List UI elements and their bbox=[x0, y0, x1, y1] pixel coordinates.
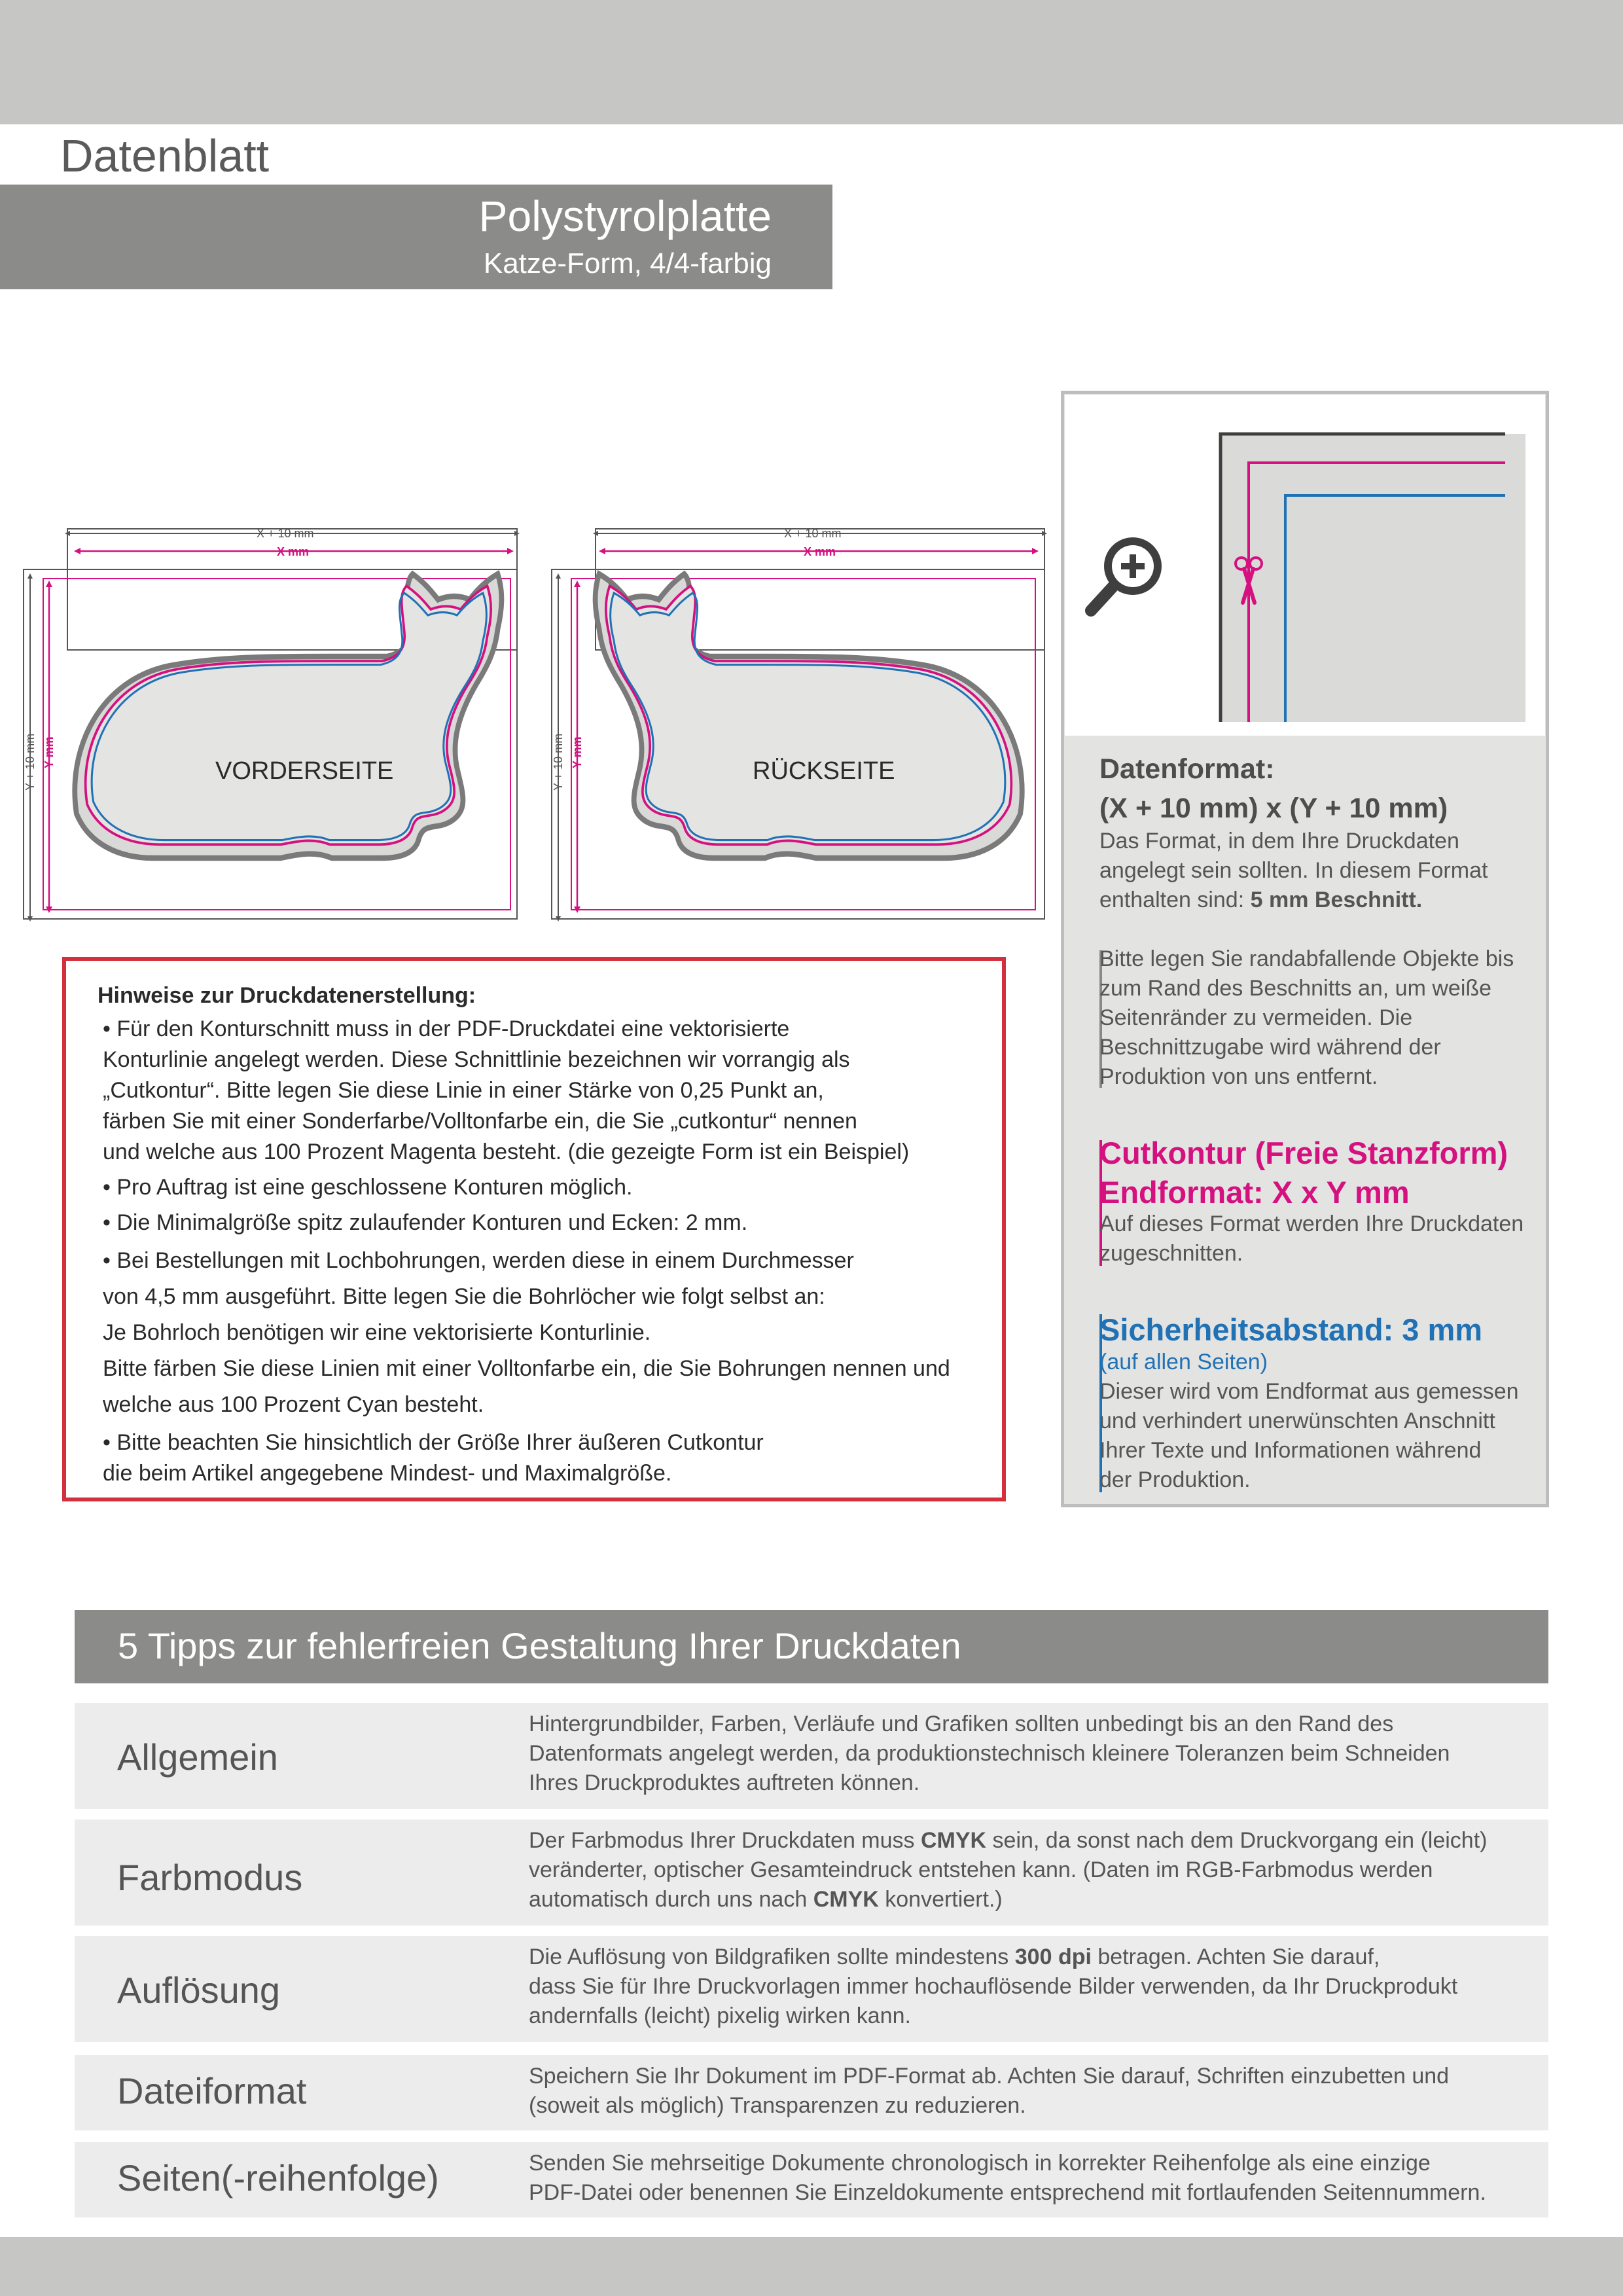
tip-text: sein, da sonst nach dem Druckvorgang ein (leicht) bbox=[986, 1828, 1488, 1853]
format-desc-text: enthalten sind: bbox=[1099, 888, 1251, 912]
top-band bbox=[0, 0, 1623, 124]
tip-line: Speichern Sie Ihr Dokument im PDF-Format ab. Achten Sie darauf, Schriften einzubetten und bbox=[529, 2064, 1450, 2089]
tip-description bbox=[529, 1826, 1537, 1914]
bleed-text bbox=[1099, 944, 1514, 1092]
magnifier-icon bbox=[1091, 537, 1162, 611]
tip-row-page-order bbox=[75, 2142, 1548, 2217]
tip-description bbox=[529, 2149, 1537, 2208]
back-dim-x-outer: X + 10 mm bbox=[784, 527, 842, 540]
format-desc-line: angelegt sein sollten. In diesem Format bbox=[1099, 858, 1488, 883]
hint-item-min-size: • Die Minimalgröße spitz zulaufender Konturen und Ecken: 2 mm. bbox=[103, 1210, 748, 1235]
hint-line: und welche aus 100 Prozent Magenta besteht. (die gezeigte Form ist ein Beispiel) bbox=[103, 1139, 910, 1164]
tip-line: dass Sie für Ihre Druckvorlagen immer hochauflösende Bilder verwenden, da Ihr Druckprodukt bbox=[529, 1974, 1458, 1999]
format-desc-bold: 5 mm Beschnitt. bbox=[1250, 888, 1423, 912]
tip-label: Dateiformat bbox=[117, 2070, 307, 2111]
hint-line: färben Sie mit einer Sonderfarbe/Volltonfarbe ein, die Sie „cutkontur“ nennen bbox=[103, 1109, 857, 1134]
tip-row-file-format bbox=[75, 2055, 1548, 2130]
tip-text: betragen. Achten Sie darauf, bbox=[1091, 1945, 1380, 1969]
tip-line bbox=[529, 1885, 1537, 1914]
cut-desc-line: Auf dieses Format werden Ihre Druckdaten bbox=[1099, 1211, 1524, 1236]
product-subtitle: Katze-Form, 4/4-farbig bbox=[483, 247, 772, 279]
format-desc-line bbox=[1099, 886, 1488, 915]
safety-title: Sicherheitsabstand: 3 mm bbox=[1099, 1312, 1483, 1347]
tip-text: Die Auflösung von Bildgrafiken sollte mindestens bbox=[529, 1945, 1015, 1969]
tip-line: Senden Sie mehrseitige Dokumente chronologisch in korrekter Reihenfolge als eine einzige bbox=[529, 2151, 1431, 2176]
tip-line bbox=[529, 1943, 1537, 1972]
tip-description bbox=[529, 2062, 1537, 2121]
back-dim-y-outer: Y + 10 mm bbox=[552, 733, 565, 791]
cat-shape-diagrams bbox=[0, 386, 1060, 929]
bleed-text-line: Seitenränder zu vermeiden. Die bbox=[1099, 1005, 1413, 1030]
hint-line: Pro Auftrag ist eine geschlossene Konturen möglich. bbox=[116, 1175, 633, 1200]
hint-line: Bei Bestellungen mit Lochbohrungen, werden diese in einem Durchmesser bbox=[116, 1248, 854, 1273]
tip-label: Farbmodus bbox=[117, 1857, 303, 1898]
format-description bbox=[1099, 827, 1488, 915]
front-dim-y-outer: Y + 10 mm bbox=[24, 733, 37, 791]
safety-desc-line: Ihrer Texte und Informationen während bbox=[1099, 1438, 1482, 1463]
cut-subtitle: Endformat: X x Y mm bbox=[1099, 1175, 1410, 1210]
document-label-text: Datenblatt bbox=[60, 130, 270, 181]
hints-heading: Hinweise zur Druckdatenerstellung: bbox=[98, 983, 476, 1008]
cut-desc-line: zugeschnitten. bbox=[1099, 1241, 1243, 1266]
print-hints-box bbox=[62, 957, 1006, 1501]
bleed-zoom-panel bbox=[1065, 395, 1545, 736]
hint-line: Je Bohrloch benötigen wir eine vektorisierte Konturlinie. bbox=[103, 1320, 651, 1345]
tip-line bbox=[529, 1826, 1537, 1856]
hint-line: von 4,5 mm ausgeführt. Bitte legen Sie die Bohrlöcher wie folgt selbst an: bbox=[103, 1284, 825, 1309]
hint-line: Konturlinie angelegt werden. Diese Schnittlinie bezeichnen wir vorrangig als bbox=[103, 1047, 850, 1072]
tip-text: konvertiert.) bbox=[878, 1887, 1003, 1912]
tip-line: Datenformats angelegt werden, da produktionstechnisch kleinere Toleranzen beim Schneiden bbox=[529, 1741, 1450, 1766]
tip-line: veränderter, optischer Gesamteindruck entstehen kann. (Daten im RGB-Farbmodus werden bbox=[529, 1857, 1433, 1882]
tip-bold: CMYK bbox=[813, 1887, 879, 1912]
tip-row-resolution bbox=[75, 1936, 1548, 2042]
back-side-label: RÜCKSEITE bbox=[753, 757, 895, 785]
hint-item-one-contour: • Pro Auftrag ist eine geschlossene Konturen möglich. bbox=[103, 1175, 633, 1200]
bottom-band bbox=[0, 2237, 1623, 2296]
safety-description bbox=[1099, 1377, 1519, 1495]
tip-bold: 300 dpi bbox=[1014, 1945, 1092, 1969]
hint-item-contour: • Für den Konturschnitt muss in der PDF-Druckdatei eine vektorisierte Konturlinie angelegt werden. Diese Schnittlinie bezeichnen wir vorrangig als „Cutkontur“. Bitte legen Sie diese Linie in einer Stärke von 0,25 Punkt an, färben Sie mit einer Sonderfarbe/Volltonfarbe ein, die Sie „cutkontur“ nennen und welche aus 100 Prozent Magenta besteht. (die gezeigte Form ist ein Beispiel) bbox=[98, 1014, 1002, 1168]
hint-line: „Cutkontur“. Bitte legen Sie diese Linie in einer Stärke von 0,25 Punkt an, bbox=[103, 1078, 824, 1103]
tip-row-color-mode bbox=[75, 1820, 1548, 1926]
hint-item-drill-holes: • Bei Bestellungen mit Lochbohrungen, werden diese in einem Durchmesser von 4,5 mm ausgeführt. Bitte legen Sie die Bohrlöcher wie folgt selbst an: Je Bohrloch benötigen wir eine vektorisierte Konturlinie. Bitte färben Sie diese Linien mit einer Volltonfarbe ein, die Sie Bohrungen nennen und welche aus 100 Prozent Cyan besteht. bbox=[98, 1243, 1002, 1423]
format-desc-line: Das Format, in dem Ihre Druckdaten bbox=[1099, 829, 1459, 853]
safety-desc-line: und verhindert unerwünschten Anschnitt bbox=[1099, 1408, 1495, 1433]
product-title: Polystyrolplatte bbox=[478, 192, 772, 240]
format-title: Datenformat: bbox=[1099, 753, 1275, 785]
safety-subtitle: (auf allen Seiten) bbox=[1099, 1350, 1268, 1374]
cut-title: Cutkontur (Freie Stanzform) bbox=[1099, 1136, 1508, 1170]
back-dim-y-inner: Y mm bbox=[571, 736, 584, 768]
tip-bold: CMYK bbox=[920, 1828, 987, 1853]
tip-line: Ihres Druckproduktes auftreten können. bbox=[529, 1770, 920, 1795]
document-label bbox=[0, 124, 326, 185]
back-diagram bbox=[552, 527, 1044, 919]
tip-description bbox=[529, 1710, 1537, 1798]
cut-description bbox=[1099, 1210, 1524, 1268]
front-side-label: VORDERSEITE bbox=[215, 757, 394, 785]
front-dim-x-inner: X mm bbox=[277, 545, 310, 558]
hint-line: die beim Artikel angegebene Mindest- und Maximalgröße. bbox=[103, 1461, 672, 1486]
tip-line: PDF-Datei oder benennen Sie Einzeldokumente entsprechend mit fortlaufenden Seitennummern. bbox=[529, 2180, 1486, 2205]
safety-desc-line: Dieser wird vom Endformat aus gemessen bbox=[1099, 1379, 1519, 1404]
hint-line: Für den Konturschnitt muss in der PDF-Druckdatei eine vektorisierte bbox=[116, 1016, 790, 1041]
hint-line: Bitte beachten Sie hinsichtlich der Größe Ihrer äußeren Cutkontur bbox=[116, 1430, 764, 1455]
tip-row-general bbox=[75, 1703, 1548, 1809]
back-dim-x-inner: X mm bbox=[804, 545, 836, 558]
tip-description bbox=[529, 1943, 1537, 2031]
front-dim-x-outer: X + 10 mm bbox=[257, 527, 314, 540]
bleed-text-line: zum Rand des Beschnitts an, um weiße bbox=[1099, 976, 1492, 1001]
bleed-text-line: Beschnittzugabe wird während der bbox=[1099, 1035, 1441, 1060]
tip-line: Hintergrundbilder, Farben, Verläufe und Grafiken sollten unbedingt bis an den Rand des bbox=[529, 1712, 1394, 1736]
front-diagram bbox=[24, 527, 517, 919]
tip-text: automatisch durch uns nach bbox=[529, 1887, 813, 1912]
hint-line: Die Minimalgröße spitz zulaufender Konturen und Ecken: 2 mm. bbox=[116, 1210, 748, 1235]
hint-line: welche aus 100 Prozent Cyan besteht. bbox=[103, 1392, 484, 1417]
bleed-text-line: Produktion von uns entfernt. bbox=[1099, 1064, 1378, 1089]
tip-line: andernfalls (leicht) pixelig wirken kann. bbox=[529, 2003, 911, 2028]
product-title-box bbox=[0, 185, 832, 289]
tip-label: Auflösung bbox=[117, 1969, 281, 2011]
tip-label: Allgemein bbox=[117, 1736, 278, 1778]
tips-heading: 5 Tipps zur fehlerfreien Gestaltung Ihrer Druckdaten bbox=[118, 1625, 961, 1666]
tips-heading-bar bbox=[75, 1610, 1548, 1683]
bleed-text-line: Bitte legen Sie randabfallende Objekte bis bbox=[1099, 946, 1514, 971]
tip-label: Seiten(-reihenfolge) bbox=[117, 2157, 439, 2198]
tip-line: (soweit als möglich) Transparenzen zu reduzieren. bbox=[529, 2093, 1026, 2118]
hint-line: Bitte färben Sie diese Linien mit einer Volltonfarbe ein, die Sie Bohrungen nennen und bbox=[103, 1356, 950, 1381]
front-dim-y-inner: Y mm bbox=[43, 736, 56, 768]
safety-desc-line: der Produktion. bbox=[1099, 1467, 1251, 1492]
hint-item-cut-size: • Bitte beachten Sie hinsichtlich der Größe Ihrer äußeren Cutkontur die beim Artikel angegebene Mindest- und Maximalgröße. bbox=[98, 1427, 1002, 1489]
format-formula: (X + 10 mm) x (Y + 10 mm) bbox=[1099, 793, 1448, 824]
tip-text: Der Farbmodus Ihrer Druckdaten muss bbox=[529, 1828, 921, 1853]
